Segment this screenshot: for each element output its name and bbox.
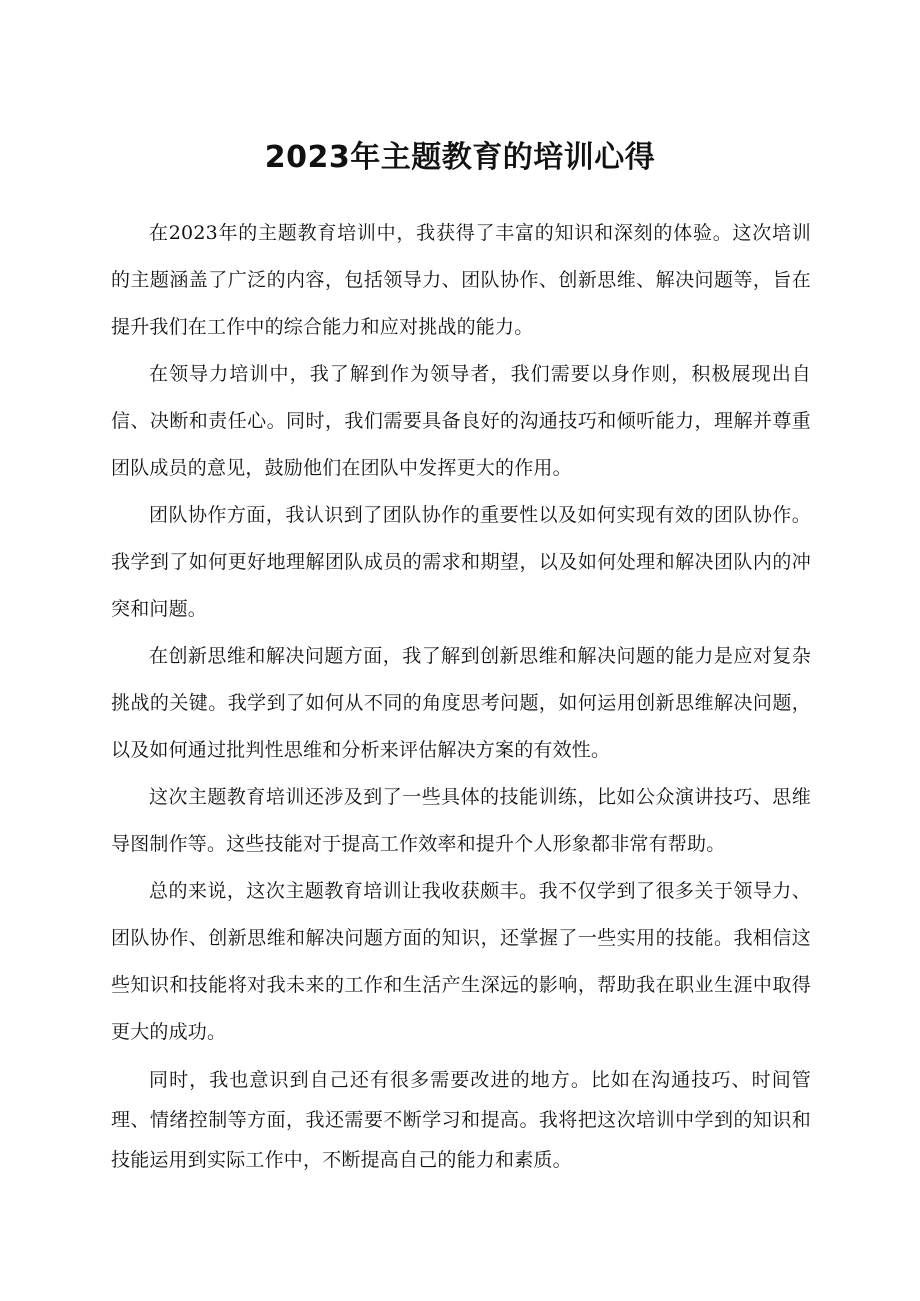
paragraph-3: 团队协作方面，我认识到了团队协作的重要性以及如何实现有效的团队协作。我学到了如何更好地理解团队成员的需求和期望，以及如何处理和解决团队内的冲突和问题。 — [111, 504, 811, 620]
paragraph-6: 总的来说，这次主题教育培训让我收获颇丰。我不仅学到了很多关于领导力、团队协作、创新思维和解决问题方面的知识，还掌握了一些实用的技能。我相信这些知识和技能将对我未来的工作和生活产生深远的影响，帮助我在职业生涯中取得更大的成功。 — [111, 880, 811, 1043]
document-title: 2023年主题教育的培训心得 — [264, 140, 656, 176]
paragraph-7: 同时，我也意识到自己还有很多需要改进的地方。比如在沟通技巧、时间管理、情绪控制等方面，我还需要不断学习和提高。我将把这次培训中学到的知识和技能运用到实际工作中，不断提高自己的能力和素质。 — [111, 1069, 811, 1171]
paragraph-5: 这次主题教育培训还涉及到了一些具体的技能训练，比如公众演讲技巧、思维导图制作等。这些技能对于提高工作效率和提升个人形象都非常有帮助。 — [111, 786, 811, 855]
paragraph-2: 在领导力培训中，我了解到作为领导者，我们需要以身作则，积极展现出自信、决断和责任心。同时，我们需要具备良好的沟通技巧和倾听能力，理解并尊重团队成员的意见，鼓励他们在团队中发挥更大的作用。 — [111, 363, 811, 479]
document-body — [111, 210, 811, 1180]
paragraph-1: 在2023年的主题教育培训中，我获得了丰富的知识和深刻的体验。这次培训的主题涵盖了广泛的内容，包括领导力、团队协作、创新思维、解决问题等，旨在提升我们在工作中的综合能力和应对挑战的能力。 — [111, 222, 811, 338]
paragraph-4: 在创新思维和解决问题方面，我了解到创新思维和解决问题的能力是应对复杂挑战的关键。我学到了如何从不同的角度思考问题，如何运用创新思维解决问题，以及如何通过批判性思维和分析来评估解决方案的有效性。 — [111, 645, 811, 761]
